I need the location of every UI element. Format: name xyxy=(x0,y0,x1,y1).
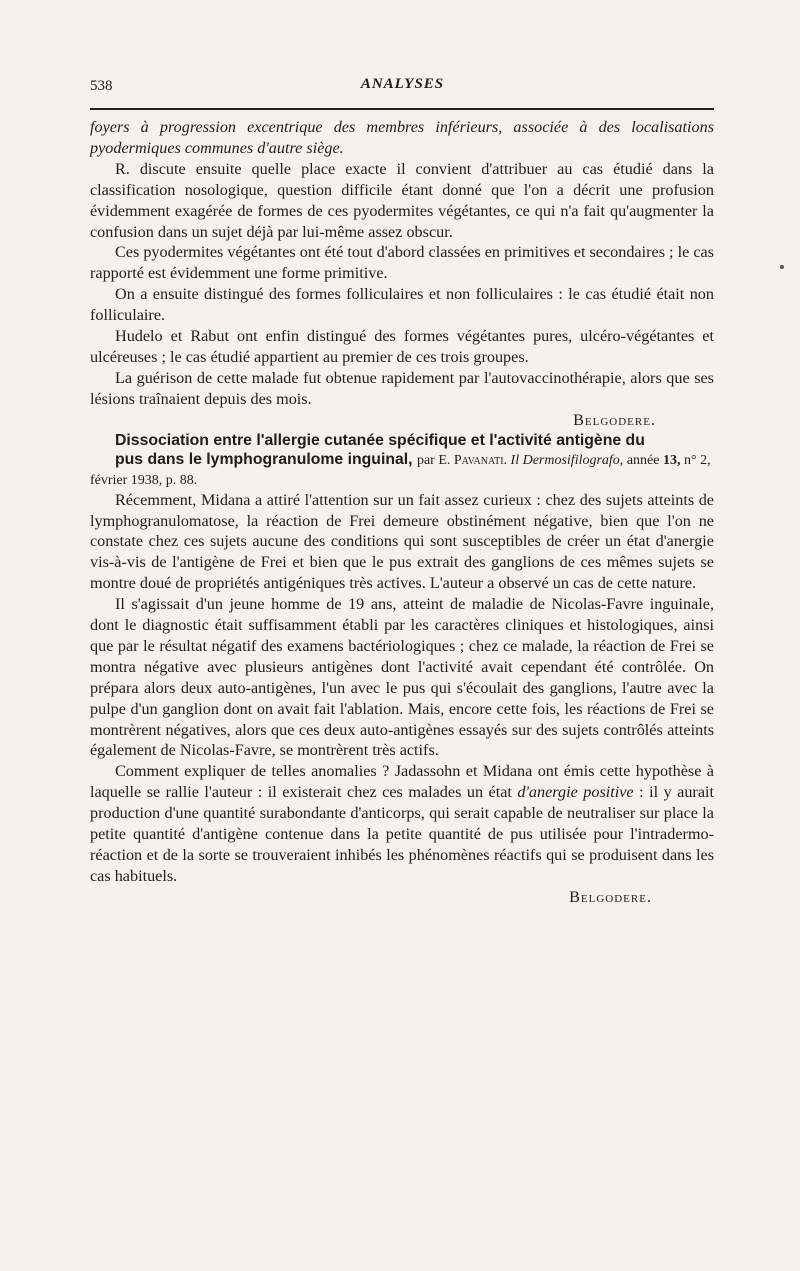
article-title-line-1: Dissociation entre l'allergie cutanée spécifique et l'activité antigène du xyxy=(115,431,645,449)
paragraph: Ces pyodermites végétantes ont été tout d'abord classées en primitives et secondaires ; le cas rapporté est évidemment une forme primitive. xyxy=(90,243,714,283)
paragraph: Récemment, Midana a attiré l'attention sur un fait assez curieux : chez des sujets atteints de lymphogranulomatose, la réaction de Frei demeure obstinément négative, bien que l'on ne constate chez ces sujets aucune des conditions qui sont susceptibles de créer un état d'anergie vis-à-vis de l'antigène de Frei et bien que le pus extrait des ganglions de ces mêmes sujets se montre doué de propriétés antigéniques très actives. L'auteur a observé un cas de cette nature. xyxy=(90,490,714,593)
running-head: ANALYSES xyxy=(360,76,445,92)
paragraph: Il s'agissait d'un jeune homme de 19 ans, atteint de maladie de Nicolas-Favre inguinale, dont le diagnostic était suffisamment établi par les caractères cliniques et histologiques, ainsi que par le résultat négatif des examens bactériologiques ; chez ce malade, la réaction de Frei se montra négative avec plusieurs antigènes dont l'activité avait cependant été contrôlée. On prépara alors deux auto-antigènes, l'un avec le pus qui s'écoulait des ganglions, l'autre avec la pulpe d'un ganglion dont on avait fait l'ablation. Mais, encore cette fois, les réactions de Frei se montrèrent négatives, alors que ces deux auto-antigènes essayés sur des sujets contrôlés atteints également de Nicolas-Favre, se montrèrent très actifs. xyxy=(90,595,714,760)
citation-volume: 13, xyxy=(662,452,681,468)
italic-term: d'anergie positive xyxy=(517,783,634,802)
article-title-line-2: pus dans le lymphogranulome inguinal, xyxy=(115,450,413,468)
paragraph xyxy=(90,761,714,886)
margin-speck xyxy=(780,265,784,269)
citation-year-label: année xyxy=(626,452,660,468)
page-header xyxy=(90,76,715,98)
header-rule xyxy=(90,108,714,110)
continued-paragraph: foyers à progression excentrique des membres inférieurs, associée à des localisations pyodermiques communes d'autre siège. xyxy=(90,118,714,157)
body-text xyxy=(90,117,714,908)
paragraph: La guérison de cette malade fut obtenue rapidement par l'autovaccinothérapie, alors que ses lésions traînaient depuis des mois. xyxy=(90,368,714,408)
paragraph-part: Comment expliquer de telles anomalies ? Jadassohn et Midana ont émis cette hypothèse à laquelle se rallie l'auteur : il existerait chez ces malades un état xyxy=(90,762,714,802)
author-name: Pavanati. xyxy=(453,452,508,468)
paragraph: On a ensuite distingué des formes folliculaires et non folliculaires : le cas étudié était non folliculaire. xyxy=(90,285,714,325)
journal-name: Il Dermosifilografo, xyxy=(510,452,624,468)
paragraph: Hudelo et Rabut ont enfin distingué des formes végétantes pures, ulcéro-végétantes et ulcéreuses ; le cas étudié appartient au premier de ces trois groupes. xyxy=(90,327,714,366)
citation-by: par E. xyxy=(416,452,451,468)
paragraph: R. discute ensuite quelle place exacte il convient d'attribuer au cas étudié dans la classification nosologique, question difficile étant donné que l'on a décrit une profusion évidemment exagérée de formes de ces pyodermites végétantes, ce qui n'a fait qu'augmenter la confusion dans un sujet déjà par lui-même assez obscur. xyxy=(90,159,714,241)
signature: Belgodere. xyxy=(573,410,656,429)
paragraph-part: : il y aurait production d'une quantité surabondante d'anticorps, qui serait capable de neutraliser sur place la petite quantité d'antigène contenue dans la petite quantité de pus utilisée pour l'intradermo-réaction et de la sorte se trouveraient inhibés les phénomènes réactifs qui se produisent dans les cas habituels. xyxy=(90,783,714,885)
page-number: 538 xyxy=(90,78,113,94)
citation-details: n° 2, février 1938, p. 88. xyxy=(90,452,711,488)
article-title xyxy=(90,431,714,490)
signature: Belgodere. xyxy=(569,887,652,906)
